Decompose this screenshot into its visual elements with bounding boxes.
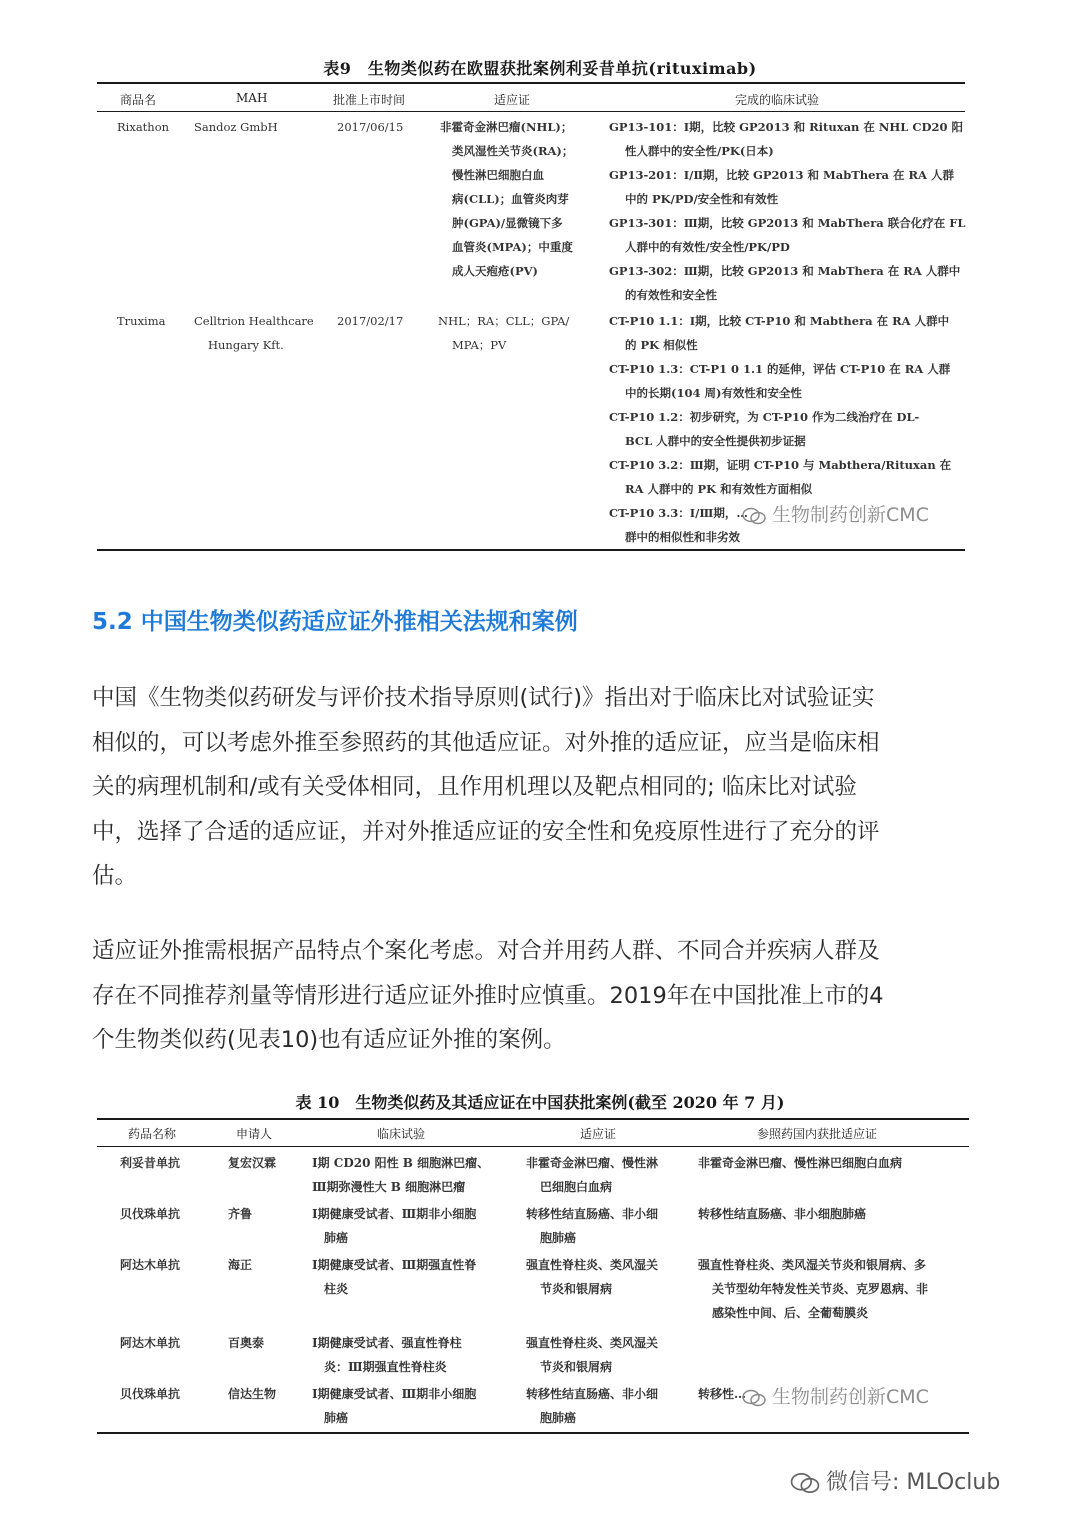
table9-header-name: 商品名 (120, 93, 157, 107)
table9-header-indication: 适应证 (494, 93, 531, 107)
footer-watermark: 微信号: MLOclub (790, 1465, 1000, 1496)
table10-cell-trial: Ⅰ期健康受试者、强直性脊柱 炎：Ⅲ期强直性脊柱炎 (312, 1336, 462, 1374)
table9-cell-mah: Celltrion Healthcare Hungary Kft. (194, 314, 314, 352)
table10-cell-reference: 强直性脊柱炎、类风湿关节炎和银屑病、多 关节型幼年特发性关节炎、克罗恩病、非 感染性中间、后、全葡萄膜炎 (698, 1258, 929, 1320)
table9-header-rule (97, 111, 965, 112)
table10-cell-indication: 转移性结直肠癌、非小细 胞肺癌 (526, 1387, 659, 1425)
table10-header-indication: 适应证 (580, 1127, 617, 1141)
table10-cell-reference: 非霍奇金淋巴瘤、慢性淋巴细胞白血病 (698, 1156, 903, 1170)
table10-cell-applicant: 海正 (228, 1258, 253, 1272)
table9-cell-date: 2017/02/17 (337, 314, 404, 328)
table10-top-rule (97, 1118, 969, 1120)
table10-header-reference: 参照药国内获批适应证 (757, 1127, 878, 1141)
table10-cell-reference: 转移性… (698, 1387, 747, 1401)
table10-header-trial: 临床试验 (377, 1127, 426, 1141)
wechat-icon (790, 1472, 820, 1494)
table10-cell-drug: 阿达木单抗 (120, 1258, 181, 1272)
table10-cell-applicant: 齐鲁 (228, 1207, 253, 1221)
table9-cell-mah: Sandoz GmbH (194, 120, 278, 134)
table9-bottom-rule (97, 549, 965, 551)
table9-header-trials: 完成的临床试验 (735, 93, 820, 107)
table9-title: 表9 生物类似药在欧盟获批案例利妥昔单抗(rituximab) (323, 59, 757, 78)
table10-cell-trial: Ⅰ期 CD20 阳性 B 细胞淋巴瘤、 Ⅲ期弥漫性大 B 细胞淋巴瘤 (312, 1156, 490, 1194)
table9-cell-trials: GP13-101：Ⅰ期，比较 GP2013 和 Rituxan 在 NHL CD20 阳 性人群中的安全性/PK(日本) GP13-201：Ⅰ/Ⅱ期，比较 GP2013 和 MabThera 在 RA 人群 中的 PK/PD/安全性和有效性 GP13-301：Ⅲ期，比较 GP2013 和 MabThera 联合化疗在 FL 人群中的有效性/安全性/PK/PD GP13-302：Ⅲ期，比较 GP2013 和 MabThera 在 RA 人群中 的有效性和安全性 (609, 120, 966, 302)
table9-cell-indications: 非霍奇金淋巴瘤(NHL)； 类风湿性关节炎(RA)； 慢性淋巴细胞白血 病(CLL)；血管炎肉芽 肿(GPA)/显微镜下多 血管炎(MPA)；中重度 成人天疱疮(PV) (440, 120, 574, 278)
table10-cell-reference: 转移性结直肠癌、非小细胞肺癌 (698, 1207, 867, 1221)
table10-cell-indication: 非霍奇金淋巴瘤、慢性淋 巴细胞白血病 (526, 1156, 659, 1194)
table9-cell-date: 2017/06/15 (337, 120, 404, 134)
table10-cell-trial: Ⅰ期健康受试者、Ⅲ期强直性脊 柱炎 (312, 1258, 477, 1296)
table10-header-drug: 药品名称 (128, 1127, 177, 1141)
table10-title: 表 10 生物类似药及其适应证在中国获批案例(截至 2020 年 7 月) (295, 1093, 785, 1112)
table10-cell-applicant: 信达生物 (228, 1387, 277, 1401)
table10-cell-trial: Ⅰ期健康受试者、Ⅲ期非小细胞 肺癌 (312, 1207, 477, 1245)
watermark-overlay: 生物制药创新CMC (742, 1382, 929, 1409)
table10-cell-applicant: 百奥泰 (228, 1336, 265, 1350)
wechat-icon (742, 507, 766, 525)
table9-cell-trials: CT-P10 1.1：Ⅰ期，比较 CT-P10 和 Mabthera 在 RA 人群中 的 PK 相似性 CT-P10 1.3：CT-P1 0 1.1 的延伸，评估 CT-P10 在 RA 人群 中的长期(104 周)有效性和安全性 CT-P10 1.2：初步研究，为 CT-P10 作为二线治疗在 DL- BCL 人群中的安全性提供初步证据 CT-P10 3.2：Ⅲ期，证明 CT-P10 与 Mabthera/Rituxan 在 RA 人群中的 PK 和有效性方面相似 CT-P10 3.3：Ⅰ/Ⅲ期，… 群中的相似性和非劣效 (609, 314, 952, 544)
table10-header-applicant: 申请人 (236, 1127, 273, 1141)
table9-header-mah: MAH (236, 91, 268, 105)
table10-cell-drug: 贝伐珠单抗 (120, 1207, 181, 1221)
paragraph-2: 适应证外推需根据产品特点个案化考虑。对合并用药人群、不同合并疾病人群及 存在不同推荐剂量等情形进行适应证外推时应慎重。2019年在中国批准上市的4 个生物类似药(见表10)也有适应证外推的案例。 (92, 938, 884, 1053)
table10-cell-drug: 利妥昔单抗 (120, 1156, 181, 1170)
wechat-icon (742, 1389, 766, 1407)
table10-cell-drug: 阿达木单抗 (120, 1336, 181, 1350)
table10-cell-indication: 强直性脊柱炎、类风湿关 节炎和银屑病 (526, 1336, 659, 1374)
paragraph-1: 中国《生物类似药研发与评价技术指导原则(试行)》指出对于临床比对试验证实 相似的，可以考虑外推至参照药的其他适应证。对外推的适应证，应当是临床相 关的病理机制和/或有关受体相同，且作用机理以及靶点相同的; 临床比对试验 中，选择了合适的适应证，并对外推适应证的安全性和免疫原性进行了充分的评 估。 (92, 685, 880, 889)
table10-cell-trial: Ⅰ期健康受试者、Ⅲ期非小细胞 肺癌 (312, 1387, 477, 1425)
table10-cell-drug: 贝伐珠单抗 (120, 1387, 181, 1401)
table9-cell-name: Rixathon (117, 120, 170, 134)
table9-cell-indications: NHL；RA；CLL；GPA/ MPA；PV (438, 314, 570, 352)
table10-cell-applicant: 复宏汉霖 (228, 1156, 277, 1170)
table10-cell-indication: 强直性脊柱炎、类风湿关 节炎和银屑病 (526, 1258, 659, 1296)
watermark-overlay: 生物制药创新CMC (742, 500, 929, 527)
table10-cell-indication: 转移性结直肠癌、非小细 胞肺癌 (526, 1207, 659, 1245)
section-heading: 5.2 中国生物类似药适应证外推相关法规和案例 (92, 609, 578, 635)
table9-top-rule (97, 82, 965, 84)
table9-header-date: 批准上市时间 (333, 93, 406, 107)
table10-bottom-rule (97, 1432, 969, 1434)
table9-cell-name: Truxima (117, 314, 166, 328)
table10-header-rule (97, 1146, 969, 1147)
